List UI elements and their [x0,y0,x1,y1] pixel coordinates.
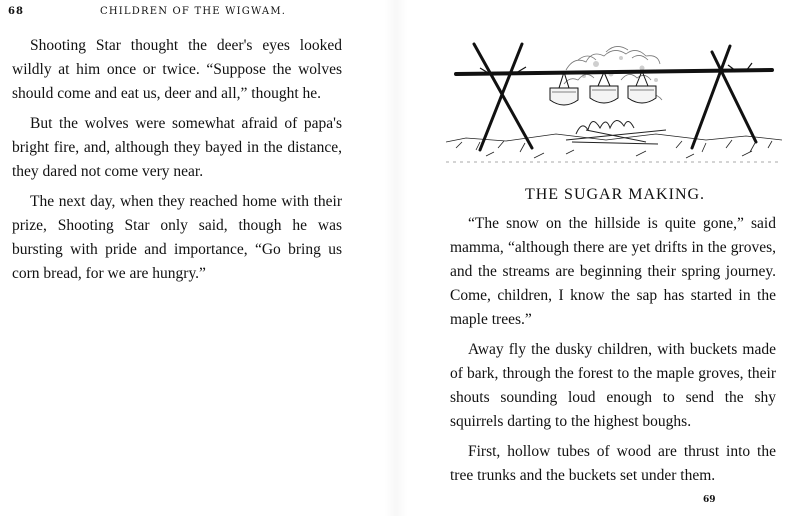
paragraph: First, hollow tubes of wood are thrust into the tree trunks and the buckets set under them. [450,443,776,484]
paragraph: But the wolves were somewhat afraid of papa's bright fire, and, although they bayed in the distance, they dared not come very near. [12,115,342,180]
paragraph: Shooting Star thought the deer's eyes looked wildly at him once or twice. “Suppose the wolves should come and eat us, deer and all,” thought he. [12,37,342,102]
paragraph: The next day, when they reached home with their prize, Shooting Star only said, though he was bursting with pride and importance, “Go bring us corn bread, for we are hungry.” [12,193,342,282]
left-body-text [12,34,342,286]
right-page [396,0,792,516]
right-body-text [450,212,776,488]
paragraph: Away fly the dusky children, with buckets made of bark, through the forest to the maple groves, their shouts sounding loud enough to send the shy squirrels darting to the highest boughs. [450,341,776,430]
page-number-left: 68 [8,6,24,17]
page-number-right: 69 [703,495,716,505]
paragraph: “The snow on the hillside is quite gone,” said mamma, “although there are yet drifts in the groves, and the streams are beginning their spring journey. Come, children, I know the sap has started in the maple trees.” [450,215,776,328]
chapter-title: THE SUGAR MAKING. [524,186,706,203]
running-title: CHILDREN OF THE WIGWAM. [100,6,287,17]
